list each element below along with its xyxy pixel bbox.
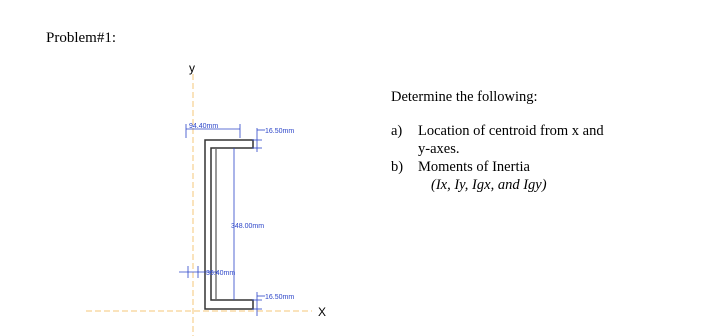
- dim-top-thickness-label: 16.50mm: [265, 128, 295, 135]
- item-text: Moments of Inertia: [418, 159, 530, 175]
- problem-statement: [391, 88, 711, 194]
- dim-bottom-thickness-label: 16.50mm: [265, 294, 295, 301]
- x-axis-label: X: [318, 305, 327, 319]
- y-axis-label: y: [189, 61, 195, 75]
- item-continuation: y-axes.: [418, 141, 460, 157]
- item-text: Location of centroid from x and: [418, 123, 604, 139]
- problem-heading: Problem#1:: [46, 30, 116, 46]
- item-label: a): [391, 123, 403, 139]
- dim-top-width-label: 94.40mm: [189, 123, 219, 130]
- dim-web-thickness-label: 36.40mm: [206, 270, 236, 277]
- dim-height-label: 348.00mm: [231, 223, 265, 230]
- list-item: [391, 122, 711, 140]
- problem-title: Determine the following:: [391, 89, 538, 105]
- moments-formula: (Ix, Iy, Igx, and Igy): [431, 177, 547, 193]
- list-item: [391, 158, 711, 176]
- item-label: b): [391, 159, 404, 175]
